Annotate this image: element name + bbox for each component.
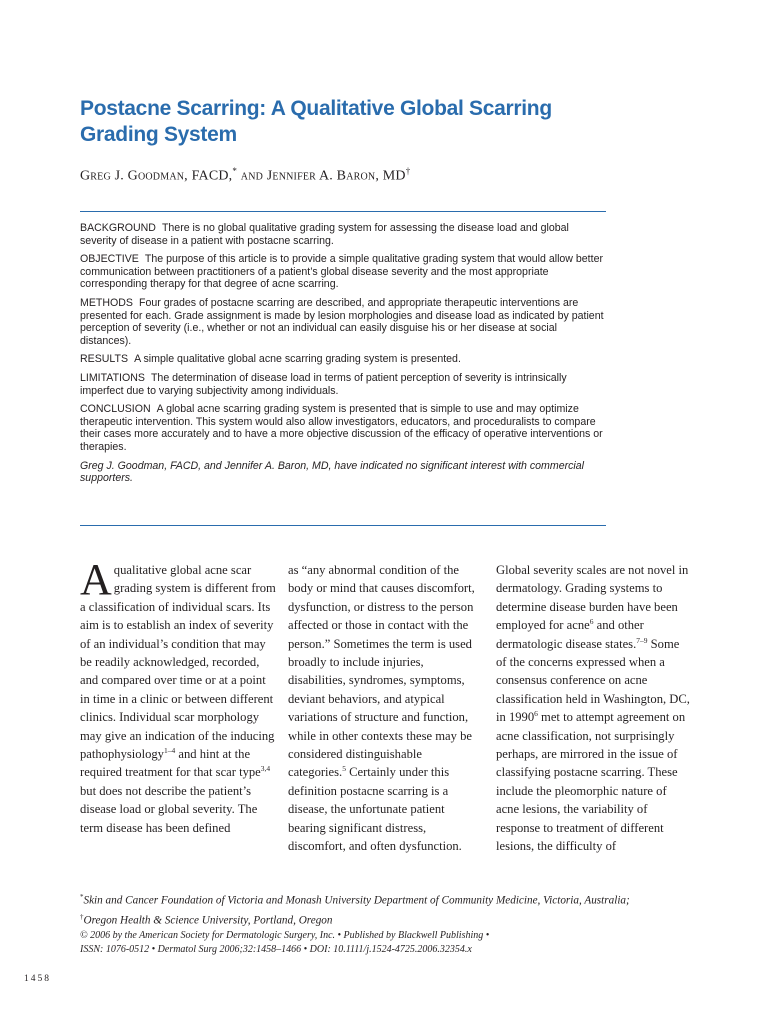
abstract-methods [80, 297, 606, 347]
body-column-2 [288, 561, 483, 856]
abstract-bottom-rule [80, 525, 606, 526]
affiliation-footnote [80, 889, 640, 928]
methods-label: METHODS [80, 296, 133, 309]
author-goodman: Greg J. Goodman, FACD, [80, 168, 233, 184]
abstract [80, 222, 606, 491]
column-1-text-c: but does not describe the patient’s disease load or global severity. The term disease has been defined [80, 783, 258, 835]
results-text: A simple qualitative global acne scarring grading system is presented. [134, 353, 461, 366]
limitations-text: The determination of disease load in terms of patient perception of severity is intrinsically imperfect due to varying subjectivity among individuals. [80, 371, 567, 397]
reference-citation: 7–9 [636, 635, 648, 645]
abstract-objective [80, 253, 606, 291]
page-number: 1458 [24, 974, 51, 984]
affiliation-text-2: Oregon Health & Science University, Portland, Oregon [83, 914, 333, 927]
background-label: BACKGROUND [80, 222, 156, 234]
column-1-paragraph [80, 555, 276, 837]
methods-text: Four grades of postacne scarring are described, and appropriate therapeutic interventions are presented for each. Grade assignment is made by lesion morphologies and disease load as indicated by patient perception of severity (i.e., whether or not an individual can easily disguise his or her disease at social distances). [80, 296, 604, 347]
objective-text: The purpose of this article is to provide a simple qualitative grading system that would allow better communication between practitioners of a patient’s global disease severity and the most appropriate corresponding therapy for that degree of acne scarring. [80, 253, 603, 291]
reference-citation: 3,4 [260, 764, 271, 774]
reference-citation: 6 [534, 709, 538, 719]
copyright-line-1: © 2006 by the American Society for Dermatologic Surgery, Inc. • Published by Blackwell Publishing • [80, 930, 490, 941]
column-2-text-b: Certainly under this definition postacne scarring is a disease, the unfortunate patient bearing significant distress, discomfort, and often dysfunction. [288, 765, 462, 854]
column-3-text-b: and other dermatologic disease states. [496, 618, 644, 651]
abstract-limitations [80, 372, 606, 397]
body-column-3 [496, 561, 691, 856]
column-2-text-a: as “any abnormal condition of the body or mind that causes discomfort, dysfunction, or distress to the person affected or those in contact with the person.” Sometimes the term is used broadly to include injuries, disabilities, syndromes, symptoms, deviant behaviors, and atypical variations of structure and function, while in other contexts these may be considered distinguishable categories. [288, 563, 475, 780]
abstract-background [80, 222, 606, 247]
author-baron-mark: † [405, 166, 411, 176]
author-baron: Jennifer A. Baron, MD [266, 168, 406, 184]
affiliation-text-1: Skin and Cancer Foundation of Victoria and Monash University Department of Community Medicine, Victoria, Australia; [83, 894, 630, 907]
column-3-paragraph [496, 561, 691, 856]
reference-citation: 1–4 [163, 745, 176, 755]
conclusion-text: A global acne scarring grading system is presented that is simple to use and may optimize therapeutic intervention. This system would also allow investigators, educators, and proceduralists to compare their cases more accurately and to have a more objective discussion of the efficacy of operative interventions or therapies. [80, 403, 603, 453]
abstract-conclusion [80, 403, 606, 453]
article-title: Postacne Scarring: A Qualitative Global Scarring Grading System [80, 97, 552, 146]
background-text: There is no global qualitative grading system for assessing the disease load and global severity of disease in a patient with postacne scarring. [80, 222, 569, 247]
results-label: RESULTS [80, 353, 129, 366]
column-2-paragraph [288, 561, 483, 856]
limitations-label: LIMITATIONS [80, 371, 145, 384]
abstract-top-rule [80, 211, 606, 212]
conclusion-label: CONCLUSION [80, 403, 151, 416]
body-column-1 [80, 555, 276, 837]
drop-cap: A [80, 555, 112, 604]
column-1-text-a: qualitative global acne scar grading system is different from a classification of individual scars. Its aim is to establish an index of severity of an individual’s condition that may be readily acknowledged, recorded, and compared over time or at a point in time in a clinic or between different clinics. Individual scar morphology may give an indication of the inducing pathophysiology [80, 563, 276, 762]
copyright-line-2: ISSN: 1076-0512 • Dermatol Surg 2006;32:1458–1466 • DOI: 10.1111/j.1524-4725.2006.32354.x [80, 944, 472, 955]
column-1-text-b: and hint at the required treatment for that scar type [80, 747, 261, 780]
column-3-text-a: Global severity scales are not novel in dermatology. Grading systems to determine disease burden have been employed for acne [496, 563, 689, 633]
reference-citation: 5 [342, 764, 346, 774]
column-3-text-c: Some of the concerns expressed when a consensus conference on acne classification held in Washington, DC, in 1990 [496, 636, 690, 725]
interest-statement: Greg J. Goodman, FACD, and Jennifer A. Baron, MD, have indicated no significant interest with commercial supporters. [80, 459, 585, 485]
column-3-text-d: met to attempt agreement on acne classification, not surprisingly perhaps, are mirrored in the issue of classifying postacne scarring. These include the pleomorphic nature of acne lesions, the variability of response to treatment of different lesions, the difficulty of [496, 710, 686, 854]
objective-label: OBJECTIVE [80, 253, 139, 266]
abstract-results [80, 353, 606, 366]
reference-citation: 6 [589, 617, 594, 627]
copyright-block [80, 929, 640, 957]
affiliation-mark-1: * [80, 893, 84, 901]
affiliation-mark-2: † [80, 912, 84, 921]
author-line [80, 166, 410, 185]
author-conjunction: and [237, 168, 267, 184]
author-goodman-mark: * [232, 166, 238, 176]
